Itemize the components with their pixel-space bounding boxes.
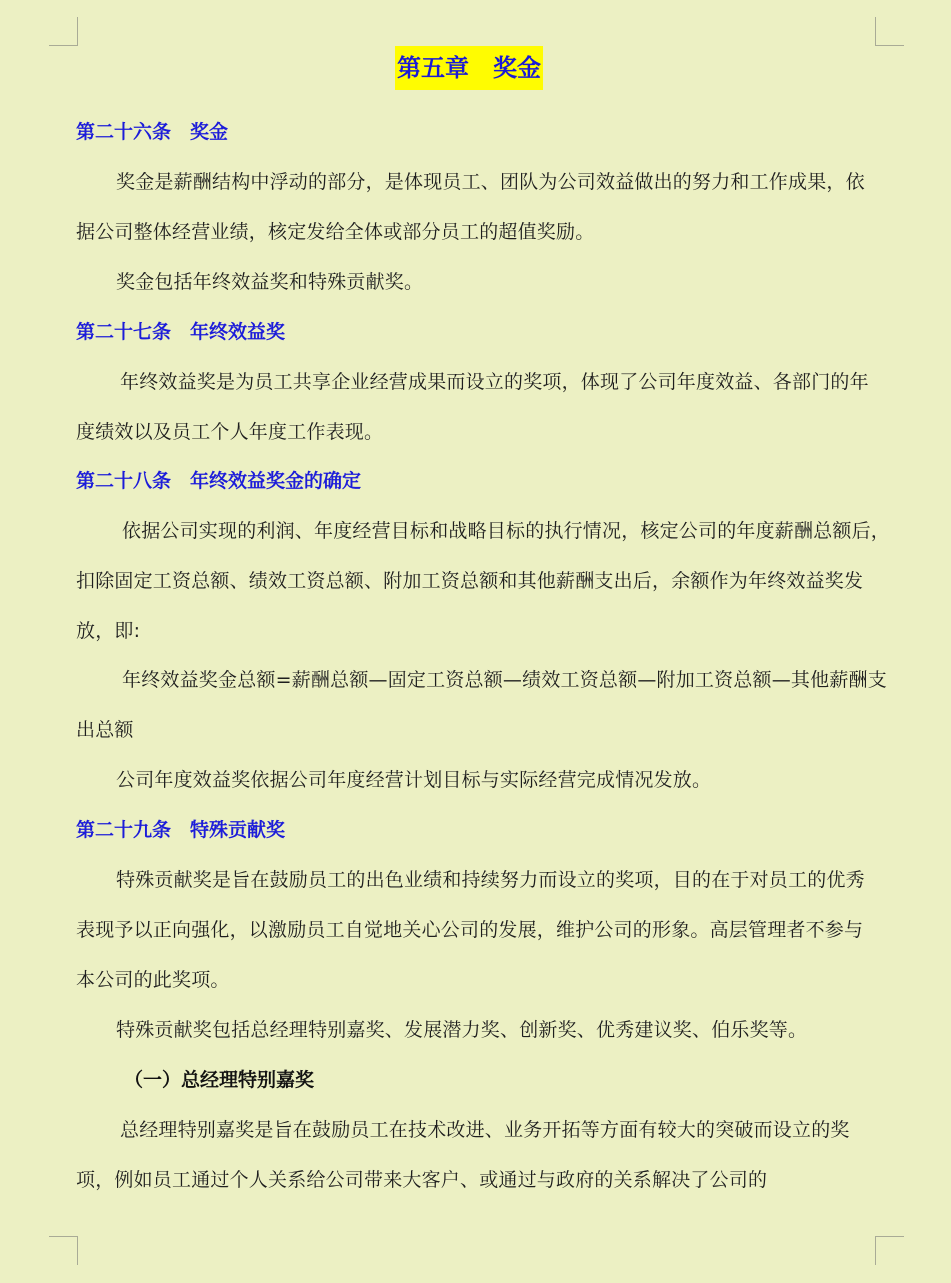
page-corner-mark-bottom-right [875,1236,904,1265]
article-26-paragraph-2: 奖金包括年终效益奖和特殊贡献奖。 [116,271,424,293]
article-heading-29: 第二十九条 特殊贡献奖 [76,819,286,841]
subsection-heading: （一）总经理特别嘉奖 [124,1069,315,1091]
page-corner-mark-top-right [875,17,904,46]
article-heading-27: 第二十七条 年终效益奖 [76,321,286,343]
article-heading-26: 第二十六条 奖金 [76,121,229,143]
article-26-paragraph-1: 奖金是薪酬结构中浮动的部分，是体现员工、团队为公司效益做出的努力和工作成果，依据公司整体经营业绩，核定发给全体或部分员工的超值奖励。 [76,171,865,243]
article-29-paragraph-1: 特殊贡献奖是旨在鼓励员工的出色业绩和持续努力而设立的奖项，目的在于对员工的优秀表现予以正向强化，以激励员工自觉地关心公司的发展，维护公司的形象。高层管理者不参与本公司的此奖项。 [76,869,865,991]
article-28-paragraph-3: 公司年度效益奖依据公司年度经营计划目标与实际经营完成情况发放。 [116,769,712,791]
article-28-formula: 年终效益奖金总额=薪酬总额—固定工资总额—绩效工资总额—附加工资总额—其他薪酬支出总额 [76,669,887,741]
article-29-paragraph-2: 特殊贡献奖包括总经理特别嘉奖、发展潜力奖、创新奖、优秀建议奖、伯乐奖等。 [116,1019,808,1041]
page-corner-mark-bottom-left [49,1236,78,1265]
page-corner-mark-top-left [49,17,78,46]
article-heading-28: 第二十八条 年终效益奖金的确定 [76,470,362,492]
subsection-paragraph: 总经理特别嘉奖是旨在鼓励员工在技术改进、业务开拓等方面有较大的突破而设立的奖项，例如员工通过个人关系给公司带来大客户、或通过与政府的关系解决了公司的 [76,1119,850,1191]
chapter-title: 第五章 奖金 [395,46,543,90]
article-28-paragraph-1: 依据公司实现的利润、年度经营目标和战略目标的执行情况，核定公司的年度薪酬总额后，扣除固定工资总额、绩效工资总额、附加工资总额和其他薪酬支出后，余额作为年终效益奖发放，即: [76,520,891,642]
article-27-paragraph-1: 年终效益奖是为员工共享企业经营成果而设立的奖项，体现了公司年度效益、各部门的年度绩效以及员工个人年度工作表现。 [76,371,869,443]
